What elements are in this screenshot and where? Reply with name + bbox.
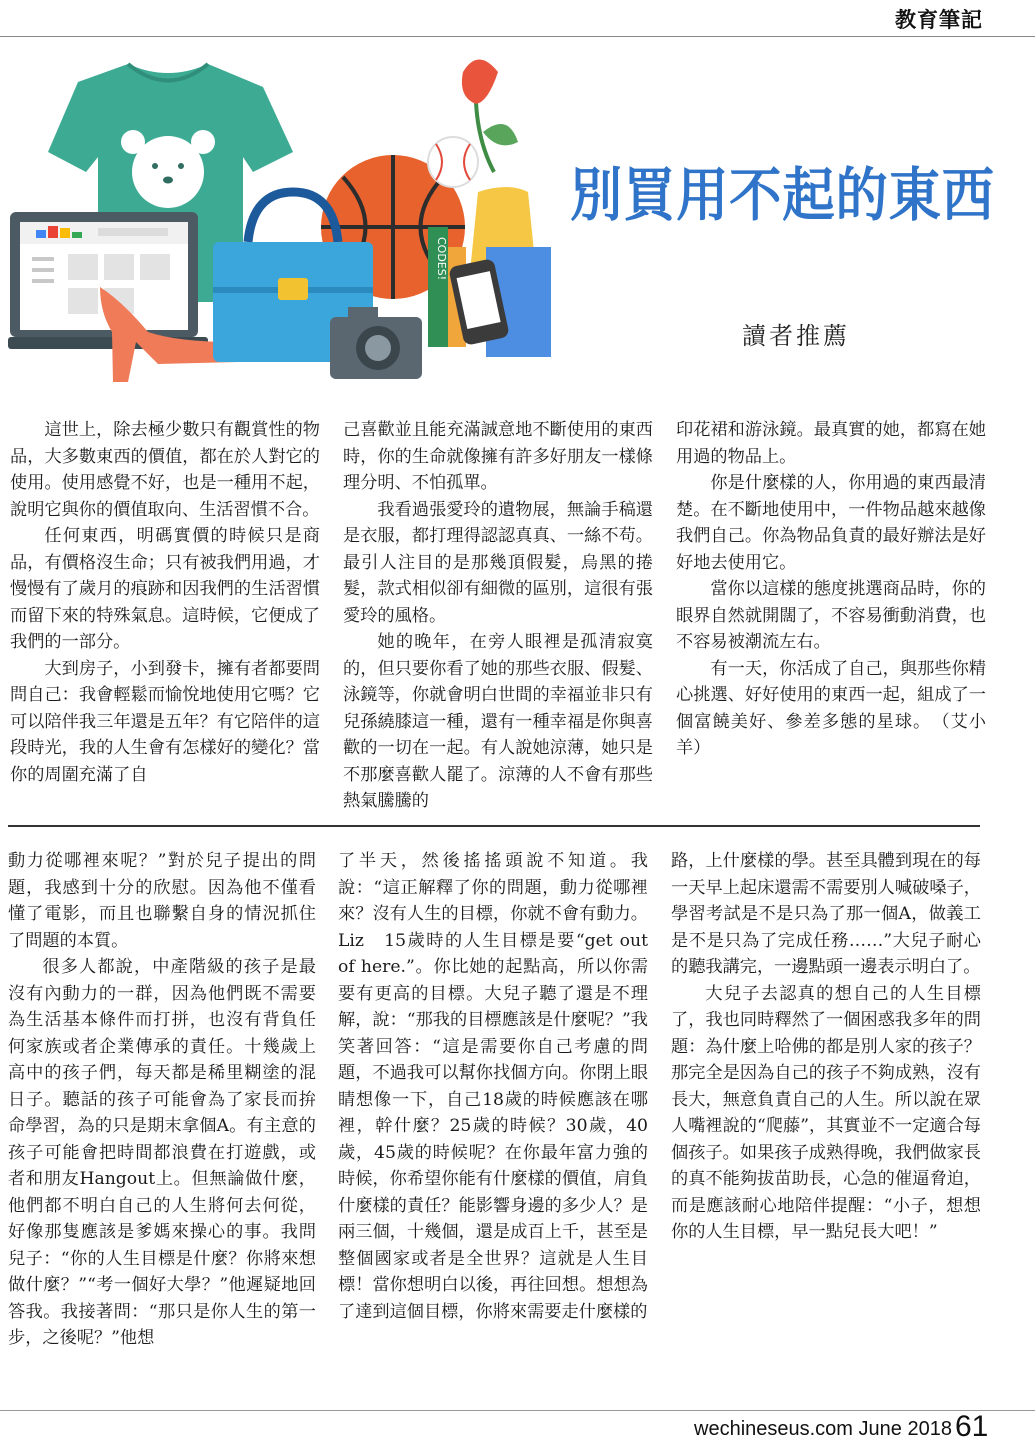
paragraph: 大兒子去認真的想自己的人生目標了，我也同時釋然了一個困惑我多年的問題：為什麼上哈佛的都是別人家的孩子？那完全是因為自己的孩子不夠成熟，沒有長大，無意負責自己的人生。所以說在眾人嘴裡說的“爬藤”，其實並不一定適合每個孩子。如果孩子成熟得晚，我們做家長的真不能夠拔苗助長，心急的催逼脅迫，而是應該耐心地陪伴提醒：“小子，想想你的人生目標，早一點兒長大吧！” <box>671 983 981 1242</box>
article-column-2 <box>343 417 653 815</box>
paragraph: 你是什麼樣的人，你用過的東西最清楚。在不斷地使用中，一件物品越來越像我們自己。你為物品負責的最好辦法是好好地去使用它。 <box>676 473 986 573</box>
paragraph: 這世上，除去極少數只有觀賞性的物品，大多數東西的價值，都在於人對它的使用。使用感覺不好，也是一種用不起，說明它與你的價值取向、生活習慣不合。 <box>10 420 320 520</box>
logo-block-4 <box>72 232 82 238</box>
logo-block-1 <box>36 230 46 238</box>
header-divider <box>0 36 1035 37</box>
article-title: 別買用不起的東西 <box>570 161 995 229</box>
footer-site-date <box>694 1418 952 1441</box>
baseball-icon <box>428 137 478 187</box>
paragraph: 己喜歡並且能充滿誠意地不斷使用的東西時，你的生命就像擁有許多好朋友一樣條理分明、不怕孤單。 <box>343 420 653 493</box>
article-column-3 <box>676 417 986 762</box>
shopping-illustration <box>8 42 568 387</box>
continued-column-3 <box>671 848 981 1246</box>
paragraph: 她的晚年，在旁人眼裡是孤清寂寞的，但只要你看了她的那些衣服、假髮、泳鏡等，你就會明白世間的幸福並非只有兒孫繞膝這一種，還有一種幸福是你與喜歡的一切在一起。有人說她涼薄，她只是不那麼喜歡人罷了。涼薄的人不會有那些熱氣騰騰的 <box>343 632 653 811</box>
paragraph: 大到房子，小到發卡，擁有者都要問問自己：我會輕鬆而愉悅地使用它嗎？它可以陪伴我三年還是五年？有它陪伴的這段時光，我的人生會有怎樣好的變化？當你的周圍充滿了自 <box>10 658 320 785</box>
section-label: 教育筆記 <box>895 7 983 32</box>
paragraph: 動力從哪裡來呢？”對於兒子提出的問題，我感到十分的欣慰。因為他不僅看懂了電影，而且也聯繫自身的情況抓住了問題的本質。 <box>8 851 316 951</box>
page-number: 61 <box>955 1410 989 1443</box>
laptop-icon <box>8 212 208 349</box>
footer-site: wechineseus.com <box>694 1418 853 1440</box>
paragraph: 印花裙和游泳鏡。最真實的她，都寫在她用過的物品上。 <box>676 420 986 467</box>
paragraph: 任何東西，明碼實價的時候只是商品，有價格沒生命；只有被我們用過，才慢慢有了歲月的痕跡和因我們的生活習慣而留下來的特殊氣息。這時候，它便成了我們的一部分。 <box>10 526 320 652</box>
article-column-1 <box>10 417 320 788</box>
continued-column-2 <box>338 848 648 1325</box>
camera-icon <box>330 307 422 379</box>
footer-divider <box>0 1410 1035 1411</box>
paragraph: 路，上什麼樣的學。甚至具體到現在的每一天早上起床還需不需要別人喊破嗓子，學習考試是不是只為了那一個A，做義工是不是只為了完成任務……”大兒子耐心的聽我講完，一邊點頭一邊表示明白了。 <box>671 851 981 977</box>
paragraph: 當你以這樣的態度挑選商品時，你的眼界自然就開闊了，不容易衝動消費，也不容易被潮流左右。 <box>676 579 986 652</box>
paragraph: 有一天，你活成了自己，與那些你精心挑選、好好使用的東西一起，組成了一個富饒美好、參差多態的星球。 （艾小羊） <box>676 658 986 758</box>
book-spine-label: CODES! <box>435 237 448 281</box>
paragraph: 了半天，然後搖搖頭說不知道。我說：“這正解釋了你的問題，動力從哪裡來？沒有人生的目標，你就不會有動力。Liz 15歲時的人生目標是要“get out of here.”。你比她的起點高，所以你需要有更高的目標。大兒子聽了還是不理解，說：“那我的目標應該是什麼呢？”我笑著回答：“這是需要你自己考慮的問題，不過我可以幫你找個方向。你閉上眼睛想像一下，自己18歲的時候應該在哪裡，幹什麼？25歲的時候？30歲，40歲，45歲的時候呢？在你最年富力強的時候，你希望你能有什麼樣的價值，肩負什麼樣的責任？能影響身邊的多少人？是兩三個，十幾個，還是成百上千，甚至是整個國家或者是全世界？這就是人生目標！當你想明白以後，再往回想。想想為了達到這個目標，你將來需要走什麼樣的 <box>338 851 648 1322</box>
logo-block-3 <box>60 228 70 238</box>
footer-date: June 2018 <box>858 1418 952 1440</box>
logo-block-2 <box>48 226 58 238</box>
paragraph: 我看過張愛玲的遺物展，無論手稿還是衣服，都打理得認認真真、一絲不苟。最引人注目的是那幾頂假髮，烏黑的捲髮，款式相似卻有細微的區別，這很有張愛玲的風格。 <box>343 499 653 626</box>
article-byline: 讀者推薦 <box>742 322 850 350</box>
paragraph: 很多人都說，中產階級的孩子是最沒有內動力的一群，因為他們既不需要為生活基本條件而打拼，也沒有背負任何家族或者企業傳承的責任。十幾歲上高中的孩子們，每天都是稀里糊塗的混日子。聽話的孩子可能會為了家長而拚命學習，為的只是期末拿個A。有主意的孩子可能會把時間都浪費在打遊戲，或者和朋友Hangout上。但無論做什麼，他們都不明白自己的人生將何去何從，好像那隻應該是爹媽來操心的事。我問兒子：“你的人生目標是什麼？你將來想做什麼？”“考一個好大學？”他遲疑地回答我。我接著問：“那只是你人生的第一步，之後呢？”他想 <box>8 957 316 1348</box>
section-divider <box>8 825 980 827</box>
continued-column-1 <box>8 848 316 1352</box>
